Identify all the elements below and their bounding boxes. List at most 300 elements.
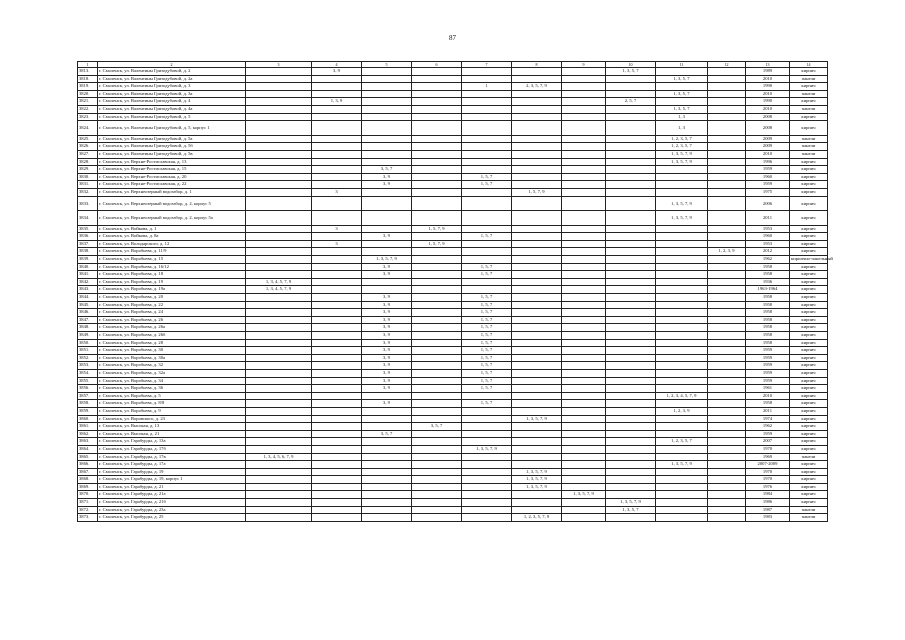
row-number: 3835.: [78, 225, 98, 233]
code-cell: [512, 68, 562, 76]
code-cell: [246, 121, 312, 136]
code-cell: [246, 476, 312, 484]
code-cell: [606, 430, 656, 438]
code-cell: 1, 3, 5, 7, 9: [606, 499, 656, 507]
code-cell: 3, 9: [362, 354, 412, 362]
row-number: 3873.: [78, 514, 98, 522]
material-cell: кирпич: [790, 499, 828, 507]
code-cell: [562, 476, 606, 484]
code-cell: [246, 309, 312, 317]
year-cell: 2011: [746, 407, 790, 415]
code-cell: [246, 196, 312, 211]
code-cell: [562, 392, 606, 400]
code-cell: 1, 3, 5, 7: [656, 75, 708, 83]
code-cell: [562, 233, 606, 241]
code-cell: [656, 468, 708, 476]
year-cell: 1959: [746, 354, 790, 362]
address-cell: г. Смоленск, ул. Воробьева, д. 16/12: [98, 263, 246, 271]
year-cell: 1953: [746, 240, 790, 248]
code-cell: [312, 438, 362, 446]
row-number: 3819.: [78, 83, 98, 91]
material-cell: кирпич: [790, 263, 828, 271]
code-cell: [656, 499, 708, 507]
code-cell: [656, 423, 708, 431]
code-cell: [312, 294, 362, 302]
material-cell: кирпич: [790, 339, 828, 347]
table-row: [78, 499, 828, 507]
code-cell: [246, 369, 312, 377]
code-cell: 3, 9: [362, 377, 412, 385]
code-cell: [656, 362, 708, 370]
code-cell: 1, 5, 7: [462, 339, 512, 347]
code-cell: [708, 362, 746, 370]
code-cell: [412, 377, 462, 385]
code-cell: [656, 332, 708, 340]
code-cell: [462, 158, 512, 166]
code-cell: 1, 3, 5, 7, 9: [512, 415, 562, 423]
code-cell: [462, 75, 512, 83]
year-cell: 2007: [746, 438, 790, 446]
header-cell: 7: [462, 62, 512, 68]
code-cell: [562, 278, 606, 286]
code-cell: [562, 248, 606, 256]
code-cell: [512, 453, 562, 461]
year-cell: 1996: [746, 158, 790, 166]
table-row: [78, 240, 828, 248]
code-cell: [412, 491, 462, 499]
code-cell: [708, 90, 746, 98]
code-cell: [412, 158, 462, 166]
material-cell: панели: [790, 506, 828, 514]
code-cell: [246, 514, 312, 522]
address-cell: г. Смоленск, ул. Воробьева, д. 26б: [98, 332, 246, 340]
code-cell: [362, 225, 412, 233]
row-number: 3838.: [78, 248, 98, 256]
year-cell: 2009: [746, 143, 790, 151]
code-cell: [412, 468, 462, 476]
material-cell: панели: [790, 453, 828, 461]
code-cell: [312, 377, 362, 385]
year-cell: 1989: [746, 68, 790, 76]
code-cell: [708, 514, 746, 522]
code-cell: [656, 445, 708, 453]
code-cell: [512, 135, 562, 143]
code-cell: [656, 166, 708, 174]
table-row: [78, 301, 828, 309]
code-cell: [462, 453, 512, 461]
table-row: [78, 173, 828, 181]
code-cell: [606, 316, 656, 324]
table-row: [78, 476, 828, 484]
code-cell: [362, 445, 412, 453]
material-cell: панели: [790, 514, 828, 522]
code-cell: [656, 98, 708, 106]
code-cell: [362, 407, 412, 415]
row-number: 3823.: [78, 113, 98, 121]
address-cell: г. Смоленск, ул. Гарабурды, д. 17в: [98, 453, 246, 461]
code-cell: [512, 121, 562, 136]
material-cell: кирпич: [790, 196, 828, 211]
code-cell: 3, 9: [362, 294, 412, 302]
code-cell: [246, 294, 312, 302]
address-cell: г. Смоленск, ул. Володарского, д. 12: [98, 240, 246, 248]
code-cell: [312, 476, 362, 484]
code-cell: 1, 5, 7: [462, 332, 512, 340]
code-cell: [708, 339, 746, 347]
code-cell: [412, 233, 462, 241]
code-cell: [312, 415, 362, 423]
table-row: [78, 256, 828, 264]
address-cell: г. Смоленск, ул. Валентины Гризодубовой, д. 2а: [98, 75, 246, 83]
code-cell: [462, 415, 512, 423]
code-cell: [462, 248, 512, 256]
material-cell: кирпич: [790, 158, 828, 166]
code-cell: [412, 150, 462, 158]
header-cell: 13: [746, 62, 790, 68]
code-cell: [412, 514, 462, 522]
code-cell: [362, 461, 412, 469]
code-cell: [562, 483, 606, 491]
code-cell: [512, 461, 562, 469]
code-cell: [312, 105, 362, 113]
code-cell: [708, 286, 746, 294]
address-cell: г. Смоленск, ул. Верхнеозерный водозабор, д. 2, корпус 5: [98, 196, 246, 211]
address-cell: г. Смоленск, ул. Воробьева, д. 26: [98, 316, 246, 324]
year-cell: 1958: [746, 301, 790, 309]
row-number: 3824.: [78, 121, 98, 136]
address-cell: г. Смоленск, ул. Войкова, д. 1: [98, 225, 246, 233]
code-cell: [246, 339, 312, 347]
material-cell: кирпич: [790, 225, 828, 233]
address-cell: г. Смоленск, ул. Валентины Гризодубовой, д. 2: [98, 68, 246, 76]
address-cell: г. Смоленск, ул. Верхне-Ростиславская, д. 15: [98, 166, 246, 174]
code-cell: [412, 188, 462, 196]
code-cell: [362, 506, 412, 514]
code-cell: [656, 271, 708, 279]
code-cell: 1, 2, 3, 4, 5, 7, 9: [656, 392, 708, 400]
code-cell: [412, 294, 462, 302]
code-cell: [462, 105, 512, 113]
code-cell: [462, 135, 512, 143]
header-cell: 10: [606, 62, 656, 68]
table-row: [78, 278, 828, 286]
material-cell: кирпич: [790, 332, 828, 340]
code-cell: [708, 135, 746, 143]
code-cell: 1, 5, 7: [462, 173, 512, 181]
material-cell: кирпич: [790, 407, 828, 415]
material-cell: кирпич: [790, 385, 828, 393]
code-cell: [312, 211, 362, 226]
material-cell: кирпич: [790, 400, 828, 408]
code-cell: [312, 332, 362, 340]
code-cell: 1, 3, 4, 5, 7, 9: [246, 286, 312, 294]
row-number: 3850.: [78, 339, 98, 347]
code-cell: [462, 407, 512, 415]
code-cell: [708, 468, 746, 476]
code-cell: [462, 483, 512, 491]
code-cell: [462, 68, 512, 76]
material-cell: кирпич: [790, 369, 828, 377]
code-cell: [412, 181, 462, 189]
year-cell: 1958: [746, 309, 790, 317]
material-cell: кирпич: [790, 286, 828, 294]
code-cell: [562, 143, 606, 151]
code-cell: [606, 301, 656, 309]
code-cell: [512, 233, 562, 241]
code-cell: [512, 143, 562, 151]
code-cell: [562, 294, 606, 302]
code-cell: [412, 143, 462, 151]
year-cell: 1959: [746, 430, 790, 438]
header-cell: 8: [512, 62, 562, 68]
code-cell: [462, 430, 512, 438]
code-cell: [312, 158, 362, 166]
table-row: [78, 143, 828, 151]
code-cell: [412, 499, 462, 507]
year-cell: 2010: [746, 150, 790, 158]
material-cell: кирпич: [790, 98, 828, 106]
code-cell: [312, 150, 362, 158]
code-cell: [562, 271, 606, 279]
code-cell: [512, 316, 562, 324]
year-cell: 2012: [746, 248, 790, 256]
code-cell: [246, 256, 312, 264]
table-row: [78, 113, 828, 121]
year-cell: 1958: [746, 400, 790, 408]
code-cell: [562, 438, 606, 446]
code-cell: [412, 407, 462, 415]
code-cell: 3: [312, 188, 362, 196]
address-cell: г. Смоленск, ул. Гарабурды, д. 19: [98, 468, 246, 476]
code-cell: [462, 286, 512, 294]
code-cell: [606, 407, 656, 415]
code-cell: [412, 506, 462, 514]
code-cell: [362, 476, 412, 484]
header-cell: 9: [562, 62, 606, 68]
table-row: [78, 294, 828, 302]
row-number: 3863.: [78, 438, 98, 446]
code-cell: 1, 5, 7: [462, 400, 512, 408]
code-cell: [412, 453, 462, 461]
table-row: [78, 369, 828, 377]
header-cell: 1: [78, 62, 98, 68]
year-cell: 2007-2009: [746, 461, 790, 469]
code-cell: [412, 211, 462, 226]
year-cell: 2009: [746, 135, 790, 143]
code-cell: [606, 188, 656, 196]
address-cell: г. Смоленск, ул. Валентины Гризодубовой, д. 5а: [98, 135, 246, 143]
code-cell: [656, 339, 708, 347]
code-cell: [312, 445, 362, 453]
code-cell: 3, 9: [362, 339, 412, 347]
code-cell: [246, 158, 312, 166]
code-cell: [312, 324, 362, 332]
material-cell: кирпич: [790, 181, 828, 189]
year-cell: 1959: [746, 369, 790, 377]
code-cell: 1, 5, 7: [462, 301, 512, 309]
code-cell: 3, 9: [362, 369, 412, 377]
code-cell: [562, 499, 606, 507]
material-cell: кирпич: [790, 68, 828, 76]
code-cell: [246, 347, 312, 355]
code-cell: 3, 9: [362, 385, 412, 393]
code-cell: [246, 225, 312, 233]
table-row: [78, 483, 828, 491]
row-number: 3858.: [78, 400, 98, 408]
code-cell: [656, 385, 708, 393]
code-cell: [246, 233, 312, 241]
code-cell: [656, 415, 708, 423]
code-cell: [412, 461, 462, 469]
code-cell: [708, 430, 746, 438]
code-cell: [606, 415, 656, 423]
year-cell: 1986: [746, 499, 790, 507]
code-cell: [246, 135, 312, 143]
address-cell: г. Смоленск, ул. Валентины Гризодубовой, д. 5, корпус 1: [98, 121, 246, 136]
code-cell: 2, 3, 5, 7, 9: [512, 83, 562, 91]
code-cell: [462, 278, 512, 286]
code-cell: 3, 9: [362, 332, 412, 340]
row-number: 3829.: [78, 166, 98, 174]
code-cell: 1, 5, 7: [462, 309, 512, 317]
code-cell: [708, 83, 746, 91]
table-row: [78, 423, 828, 431]
address-cell: г. Смоленск, ул. Гарабурды, д. 19, корпус 1: [98, 476, 246, 484]
year-cell: 1959: [746, 181, 790, 189]
code-cell: 3, 9: [362, 362, 412, 370]
code-cell: [312, 173, 362, 181]
table-row: [78, 225, 828, 233]
code-cell: [562, 256, 606, 264]
code-cell: [462, 166, 512, 174]
code-cell: [362, 188, 412, 196]
code-cell: [362, 90, 412, 98]
row-number: 3859.: [78, 407, 98, 415]
row-number: 3841.: [78, 271, 98, 279]
code-cell: [606, 240, 656, 248]
row-number: 3847.: [78, 316, 98, 324]
code-cell: 1, 5, 7: [462, 294, 512, 302]
address-cell: г. Смоленск, ул. Воробьева, д. 32а: [98, 369, 246, 377]
code-cell: [362, 286, 412, 294]
code-cell: 1, 5, 7: [462, 377, 512, 385]
code-cell: 3, 9: [362, 347, 412, 355]
table-row: [78, 506, 828, 514]
code-cell: [362, 150, 412, 158]
code-cell: [512, 158, 562, 166]
code-cell: 1, 3, 5, 7, 9: [656, 196, 708, 211]
code-cell: [412, 400, 462, 408]
year-cell: 1958: [746, 294, 790, 302]
code-cell: [562, 377, 606, 385]
row-number: 3836.: [78, 233, 98, 241]
year-cell: 2010: [746, 90, 790, 98]
code-cell: [246, 324, 312, 332]
code-cell: [512, 240, 562, 248]
table-row: [78, 68, 828, 76]
code-cell: [656, 483, 708, 491]
address-cell: г. Смоленск, ул. Воробьева, д. 30а: [98, 354, 246, 362]
code-cell: [562, 135, 606, 143]
year-cell: 1969: [746, 453, 790, 461]
code-cell: [246, 211, 312, 226]
code-cell: 1, 5, 7: [462, 316, 512, 324]
code-cell: [606, 339, 656, 347]
year-cell: 1959: [746, 377, 790, 385]
code-cell: [412, 256, 462, 264]
code-cell: [606, 75, 656, 83]
code-cell: [656, 278, 708, 286]
code-cell: [606, 181, 656, 189]
code-cell: [246, 316, 312, 324]
code-cell: [412, 309, 462, 317]
code-cell: [362, 75, 412, 83]
code-cell: [562, 90, 606, 98]
row-number: 3867.: [78, 468, 98, 476]
material-cell: панели: [790, 150, 828, 158]
code-cell: [312, 196, 362, 211]
code-cell: [562, 121, 606, 136]
material-cell: кирпич: [790, 445, 828, 453]
code-cell: [606, 256, 656, 264]
code-cell: [562, 188, 606, 196]
table-row: [78, 377, 828, 385]
code-cell: [512, 400, 562, 408]
row-number: 3854.: [78, 369, 98, 377]
code-cell: [512, 369, 562, 377]
code-cell: [312, 430, 362, 438]
code-cell: [412, 392, 462, 400]
year-cell: 1959: [746, 362, 790, 370]
code-cell: [606, 468, 656, 476]
code-cell: [512, 181, 562, 189]
code-cell: [562, 362, 606, 370]
table-row: [78, 332, 828, 340]
code-cell: [562, 430, 606, 438]
code-cell: [562, 324, 606, 332]
code-cell: [708, 263, 746, 271]
code-cell: [362, 468, 412, 476]
code-cell: [312, 506, 362, 514]
address-cell: г. Смоленск, ул. Воробьева, д. 32: [98, 362, 246, 370]
code-cell: [606, 225, 656, 233]
row-number: 3828.: [78, 158, 98, 166]
code-cell: [606, 113, 656, 121]
code-cell: 1, 3, 5, 7: [656, 105, 708, 113]
code-cell: [656, 400, 708, 408]
code-cell: 1, 3, 9: [312, 98, 362, 106]
address-cell: г. Смоленск, ул. Воробьева, д. 5: [98, 392, 246, 400]
table-row: [78, 339, 828, 347]
code-cell: [312, 499, 362, 507]
row-number: 3870.: [78, 491, 98, 499]
code-cell: [656, 324, 708, 332]
code-cell: [312, 75, 362, 83]
code-cell: [708, 385, 746, 393]
code-cell: [606, 400, 656, 408]
code-cell: [512, 445, 562, 453]
code-cell: [246, 332, 312, 340]
code-cell: 1, 3, 5, 7, 9: [362, 256, 412, 264]
address-cell: г. Смоленск, ул. Гарабурды, д. 21б: [98, 499, 246, 507]
code-cell: [708, 400, 746, 408]
code-cell: [312, 407, 362, 415]
code-cell: [312, 423, 362, 431]
code-cell: [512, 263, 562, 271]
code-cell: [246, 271, 312, 279]
year-cell: 1970: [746, 476, 790, 484]
code-cell: [606, 385, 656, 393]
